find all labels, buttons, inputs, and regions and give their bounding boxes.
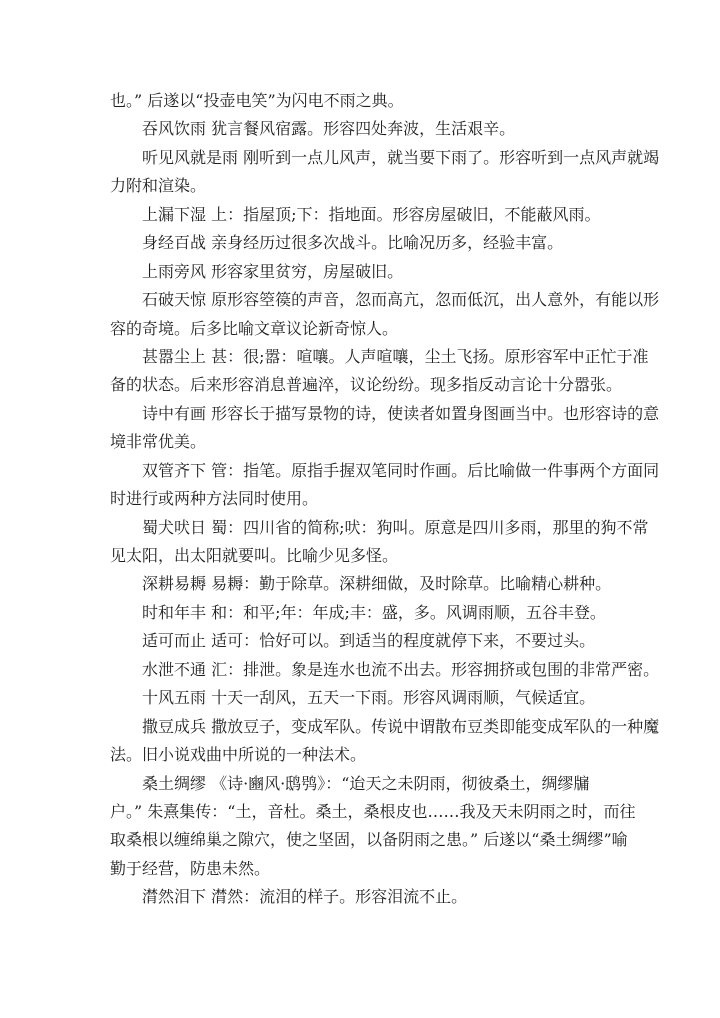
text-line: 也。” 后遂以“投壶电笑”为闪电不雨之典。 — [110, 91, 404, 110]
text-line: 时和年丰 和：和平;年：年成;丰：盛，多。风调雨顺，五谷丰登。 — [142, 602, 606, 622]
text-line: 户。” 朱熹集传：“土，音杜。桑土，桑根皮也……我及天未阴雨之时，而往 — [110, 801, 636, 821]
text-line: 吞风饮雨 犹言餐风宿露。形容四处奔波，生活艰辛。 — [142, 119, 516, 139]
text-line: 时进行或两种方法同时使用。 — [110, 489, 319, 509]
text-line: 上漏下湿 上：指屋顶;下：指地面。形容房屋破旧，不能蔽风雨。 — [142, 204, 601, 224]
text-line: 见太阳，出太阳就要叫。比喻少见多怪。 — [110, 546, 399, 565]
text-line: 上雨旁风 形容家里贫穷，房屋破旧。 — [142, 261, 404, 281]
text-line: 听见风就是雨 刚听到一点儿风声，就当要下雨了。形容听到一点风声就竭 — [142, 147, 660, 167]
text-line: 深耕易耨 易耨：勤于除草。深耕细做，及时除草。比喻精心耕种。 — [142, 574, 612, 594]
text-line: 十风五雨 十天一刮风，五天一下雨。形容风调雨顺，气候适宜。 — [142, 688, 596, 708]
text-line: 身经百战 亲身经历过很多次战斗。比喻况历多，经验丰富。 — [142, 233, 564, 253]
text-line: 桑土绸缪 《诗·豳风·鸱鸮》：“迨天之未阴雨，彻彼桑土，绸缪牖 — [142, 773, 590, 793]
text-line: 法。旧小说戏曲中所说的一种法术。 — [110, 745, 367, 765]
text-line: 取桑根以缠绵巢之隙穴，使之坚固，以备阴雨之患。” 后遂以“桑土绸缪”喻 — [110, 830, 628, 850]
text-line: 勤于经营，防患未然。 — [110, 858, 271, 878]
text-line: 潸然泪下 潸然：流泪的样子。形容泪流不止。 — [142, 887, 468, 907]
text-line: 备的状态。后来形容消息普遍淬，议论纷纷。现多指反动言论十分嚣张。 — [110, 375, 623, 395]
text-line: 甚嚣尘上 甚：很;嚣：喧嚷。人声喧嚷，尘土飞扬。原形容军中正忙于准 — [142, 346, 649, 366]
text-line: 力附和渲染。 — [110, 176, 207, 196]
text-line: 蜀犬吠日 蜀：四川省的简称;吠：狗叫。原意是四川多雨，那里的狗不常 — [142, 517, 649, 537]
text-line: 诗中有画 形容长于描写景物的诗，使读者如置身图画当中。也形容诗的意 — [142, 403, 660, 423]
text-line: 撒豆成兵 撒放豆子，变成军队。传说中谓散布豆类即能变成军队的一种魔 — [142, 716, 660, 736]
document-page — [110, 87, 660, 912]
text-line: 水泄不通 汇：排泄。象是连水也流不出去。形容拥挤或包围的非常严密。 — [142, 659, 660, 679]
text-line: 适可而止 适可：恰好可以。到适当的程度就停下来，不要过头。 — [142, 631, 596, 651]
text-line: 境非常优美。 — [110, 432, 207, 452]
text-line: 容的奇境。后多比喻文章议论新奇惊人。 — [110, 318, 399, 338]
text-line: 双管齐下 管：指笔。原指手握双笔同时作画。后比喻做一件事两个方面同 — [142, 460, 660, 480]
text-line: 石破天惊 原形容箜篌的声音，忽而高亢，忽而低沉，出人意外，有能以形 — [142, 290, 660, 310]
